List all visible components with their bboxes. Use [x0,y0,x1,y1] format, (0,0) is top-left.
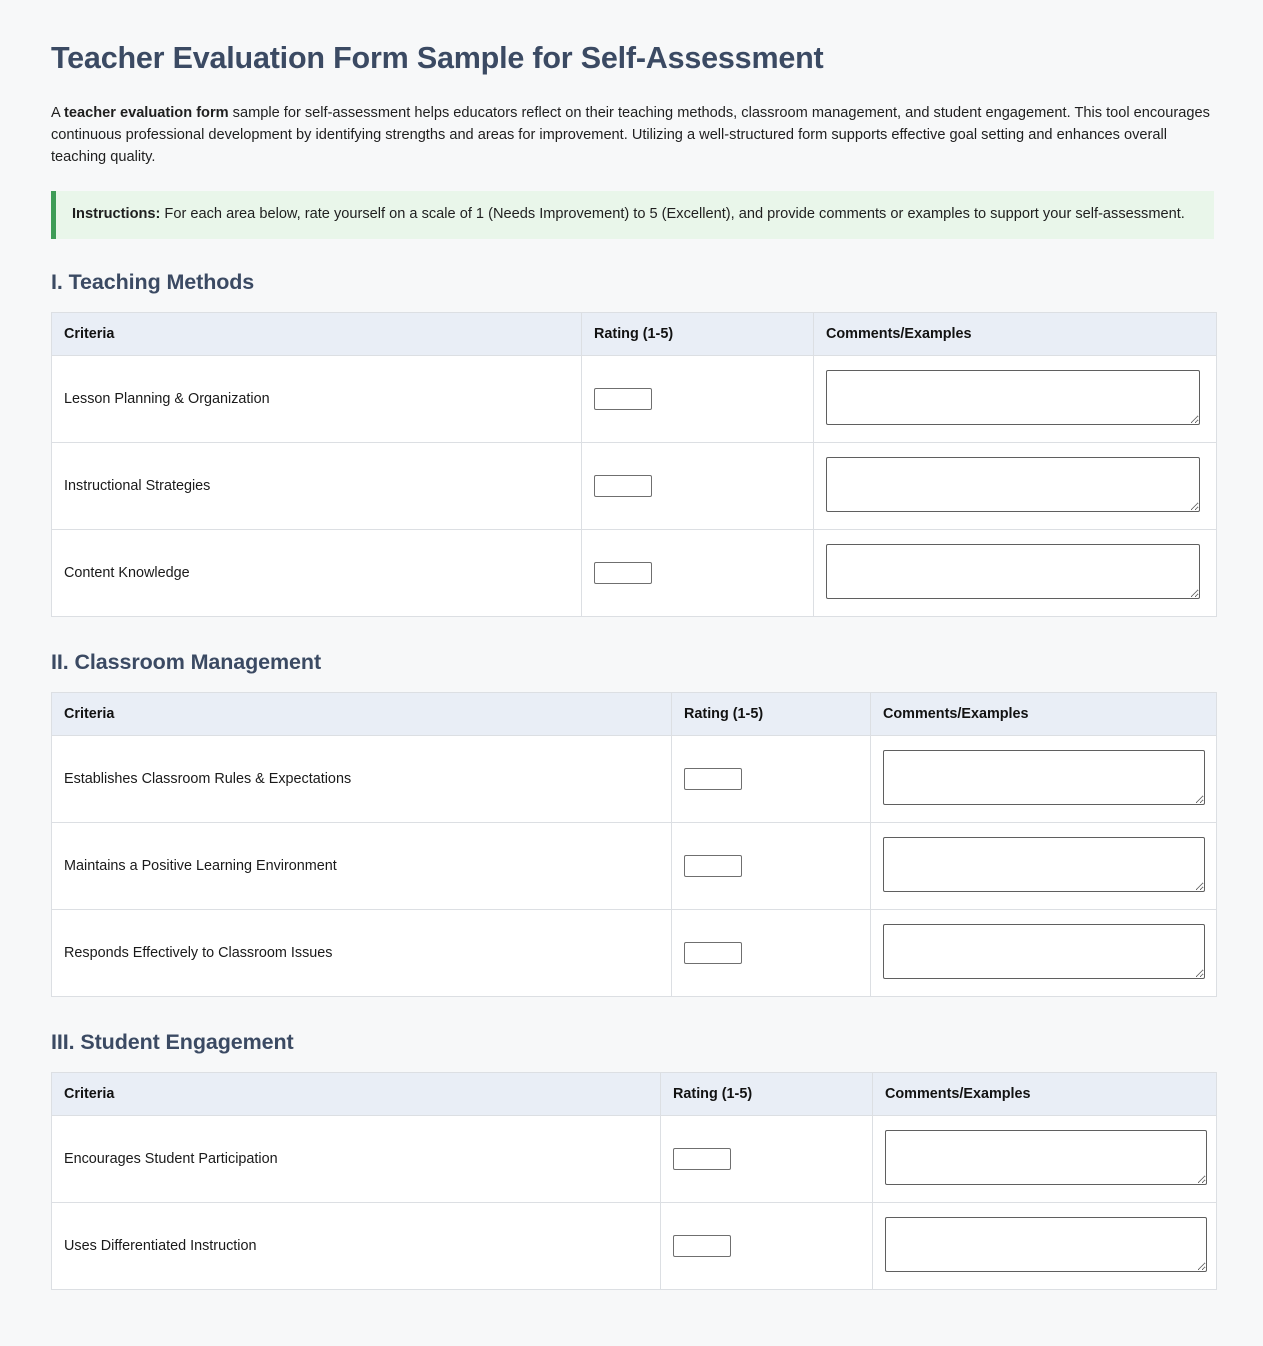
comments-cell [814,530,1217,617]
column-header-comments: Comments/Examples [814,313,1217,356]
rating-cell [672,736,871,823]
comments-input[interactable] [883,750,1205,805]
criteria-label: Encourages Student Participation [52,1116,661,1203]
table-row [52,736,1217,823]
comments-input[interactable] [826,544,1200,599]
table-header-row [52,313,1217,356]
comments-cell [873,1116,1217,1203]
rating-cell [661,1203,873,1290]
comments-cell [871,823,1217,910]
intro-paragraph [51,103,1214,169]
comments-input[interactable] [885,1217,1207,1272]
intro-bold-term: teacher evaluation form [63,105,229,122]
column-header-comments: Comments/Examples [873,1073,1217,1116]
column-header-rating: Rating (1-5) [582,313,814,356]
evaluation-table [51,312,1217,617]
table-row [52,823,1217,910]
table-row [52,910,1217,997]
table-header-row [52,693,1217,736]
rating-cell [672,823,871,910]
section-heading: III. Student Engagement [51,1030,294,1055]
comments-wrapper [885,1130,1207,1185]
comments-input[interactable] [826,457,1200,512]
rating-cell [661,1116,873,1203]
evaluation-table [51,692,1217,997]
comments-input[interactable] [883,837,1205,892]
rating-input[interactable] [684,768,742,790]
comments-cell [814,443,1217,530]
comments-cell [871,736,1217,823]
instructions-text: For each area below, rate yourself on a scale of 1 (Needs Improvement) to 5 (Excellent), and provide comments or examples to support your self-assessment. [160,205,1185,222]
comments-cell [873,1203,1217,1290]
comments-input[interactable] [883,924,1205,979]
comments-wrapper [885,1217,1207,1272]
column-header-criteria: Criteria [52,693,672,736]
comments-wrapper [826,544,1200,599]
page-title: Teacher Evaluation Form Sample for Self-Assessment [51,41,824,75]
column-header-criteria: Criteria [52,1073,661,1116]
comments-wrapper [883,837,1205,892]
comments-wrapper [826,457,1200,512]
rating-input[interactable] [594,388,652,410]
table-row [52,443,1217,530]
comments-wrapper [826,370,1200,425]
rating-input[interactable] [684,942,742,964]
comments-wrapper [883,750,1205,805]
rating-input[interactable] [673,1235,731,1257]
rating-input[interactable] [594,562,652,584]
intro-text-before: A [51,105,64,122]
criteria-label: Lesson Planning & Organization [52,356,582,443]
intro-text-after: sample for self-assessment helps educators reflect on their teaching methods, classroom management, and student engagement. This tool encourages continuous professional development by identifying strengths and areas for improvement. Utilizing a well-structured form supports effective goal setting and enhances overall teaching quality. [51,105,1210,165]
section-heading: I. Teaching Methods [51,270,255,295]
column-header-rating: Rating (1-5) [672,693,871,736]
rating-cell [672,910,871,997]
rating-cell [582,356,814,443]
section-teaching-methods [51,270,1214,617]
section-student-engagement [51,1030,1214,1290]
criteria-label: Establishes Classroom Rules & Expectations [52,736,672,823]
criteria-label: Uses Differentiated Instruction [52,1203,661,1290]
rating-cell [582,530,814,617]
rating-input[interactable] [594,475,652,497]
column-header-criteria: Criteria [52,313,582,356]
comments-wrapper [883,924,1205,979]
section-heading: II. Classroom Management [51,650,322,675]
column-header-rating: Rating (1-5) [661,1073,873,1116]
criteria-label: Instructional Strategies [52,443,582,530]
comments-cell [814,356,1217,443]
table-header-row [52,1073,1217,1116]
rating-input[interactable] [673,1148,731,1170]
comments-input[interactable] [885,1130,1207,1185]
column-header-comments: Comments/Examples [871,693,1217,736]
instructions-callout [51,191,1214,240]
table-row [52,1203,1217,1290]
criteria-label: Responds Effectively to Classroom Issues [52,910,672,997]
instructions-label: Instructions: [72,205,161,222]
table-row [52,530,1217,617]
section-classroom-management [51,650,1214,997]
rating-cell [582,443,814,530]
comments-cell [871,910,1217,997]
evaluation-table [51,1072,1217,1290]
table-row [52,356,1217,443]
criteria-label: Maintains a Positive Learning Environment [52,823,672,910]
criteria-label: Content Knowledge [52,530,582,617]
table-row [52,1116,1217,1203]
rating-input[interactable] [684,855,742,877]
comments-input[interactable] [826,370,1200,425]
